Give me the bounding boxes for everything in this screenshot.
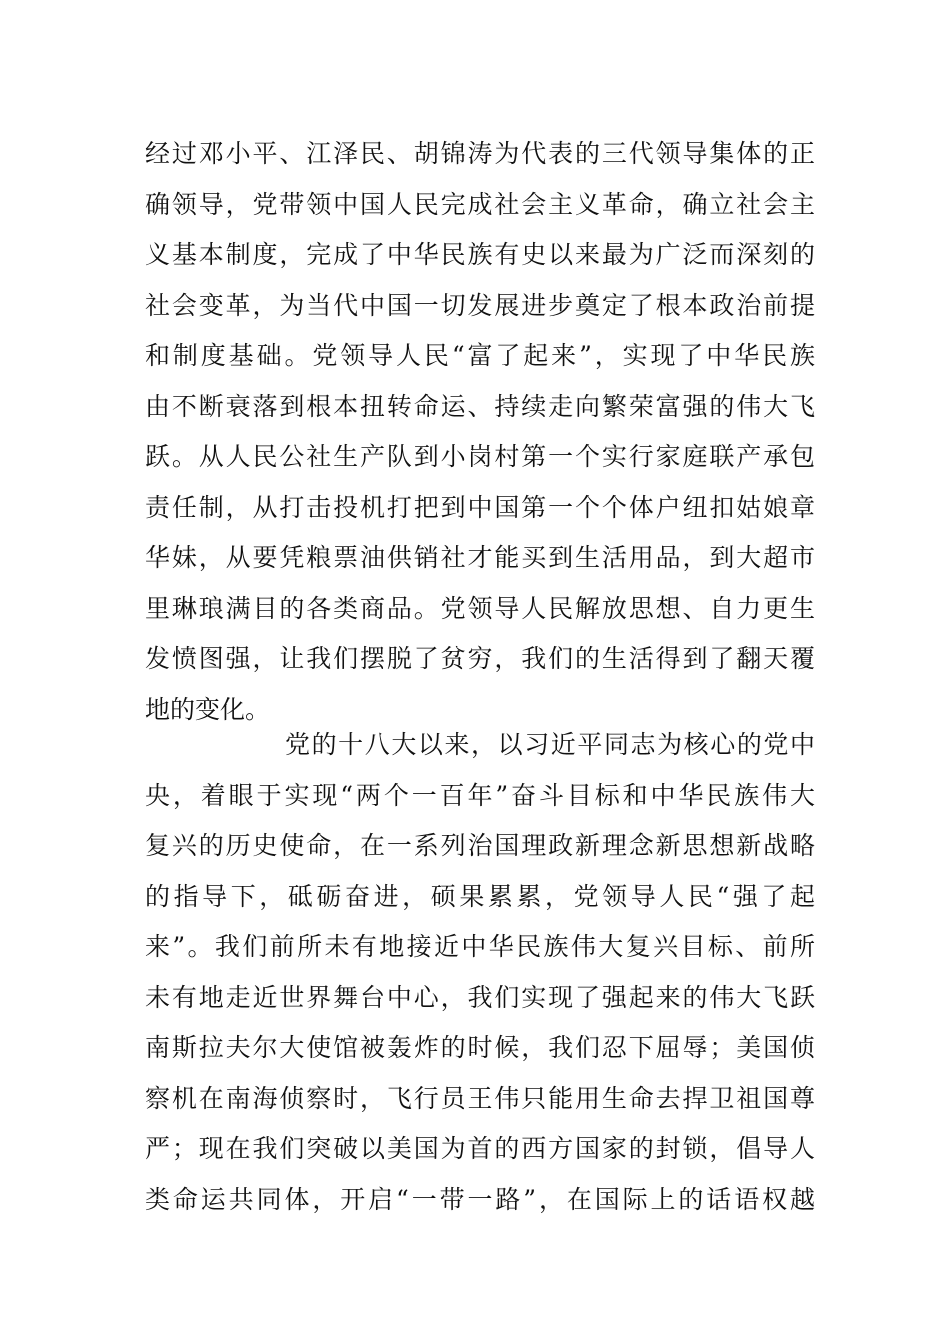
paragraph-line: 和制度基础。党领导人民“富了起来”，实现了中华民族 xyxy=(145,341,815,370)
paragraph-line: 地的变化。 xyxy=(145,694,271,724)
paragraph-line: 由不断衰落到根本扭转命运、持续走向繁荣富强的伟大飞 xyxy=(145,391,815,421)
paragraph-line: 类命运共同体，开启“一带一路”，在国际上的话语权越 xyxy=(145,1184,815,1214)
paragraph-line: 的指导下，砥砺奋进，硕果累累，党领导人民“强了起 xyxy=(145,881,815,911)
paragraph-line: 义基本制度，完成了中华民族有史以来最为广泛而深刻的 xyxy=(145,240,815,269)
paragraph-line: 华妹，从要凭粮票油供销社才能买到生活用品，到大超市 xyxy=(145,543,815,572)
paragraph-line: 未有地走近世界舞台中心，我们实现了强起来的伟大飞跃 xyxy=(145,982,815,1012)
paragraph-line: 跃。从人民公社生产队到小岗村第一个实行家庭联产承包 xyxy=(145,442,815,471)
paragraph-line: 来”。我们前所未有地接近中华民族伟大复兴目标、前所 xyxy=(145,932,815,961)
paragraph-line: 经过邓小平、江泽民、胡锦涛为代表的三代领导集体的正 xyxy=(145,139,815,168)
paragraph-line: 党的十八大以来，以习近平同志为核心的党中 xyxy=(285,730,815,759)
paragraph-line: 央，着眼于实现“两个一百年”奋斗目标和中华民族伟大 xyxy=(145,780,815,810)
paragraph-line: 严；现在我们突破以美国为首的西方国家的封锁，倡导人 xyxy=(145,1134,815,1163)
paragraph-line: 里琳琅满目的各类商品。党领导人民解放思想、自力更生 xyxy=(145,593,815,623)
paragraph-1 xyxy=(145,129,815,735)
paragraph-line: 社会变革，为当代中国一切发展进步奠定了根本政治前提 xyxy=(145,290,815,320)
paragraph-line: 南斯拉夫尔大使馆被轰炸的时候，我们忍下屈辱；美国侦 xyxy=(145,1033,815,1062)
paragraph-line: 责任制，从打击投机打把到中国第一个个体户纽扣姑娘章 xyxy=(145,492,815,522)
paragraph-line: 发愤图强，让我们摆脱了贫穷，我们的生活得到了翻天覆 xyxy=(145,644,815,673)
paragraph-2 xyxy=(145,720,815,1225)
paragraph-line: 察机在南海侦察时，飞行员王伟只能用生命去捍卫祖国尊 xyxy=(145,1083,815,1113)
paragraph-line: 复兴的历史使命，在一系列治国理政新理念新思想新战略 xyxy=(145,831,815,860)
paragraph-line: 确领导，党带领中国人民完成社会主义革命，确立社会主 xyxy=(145,189,815,219)
